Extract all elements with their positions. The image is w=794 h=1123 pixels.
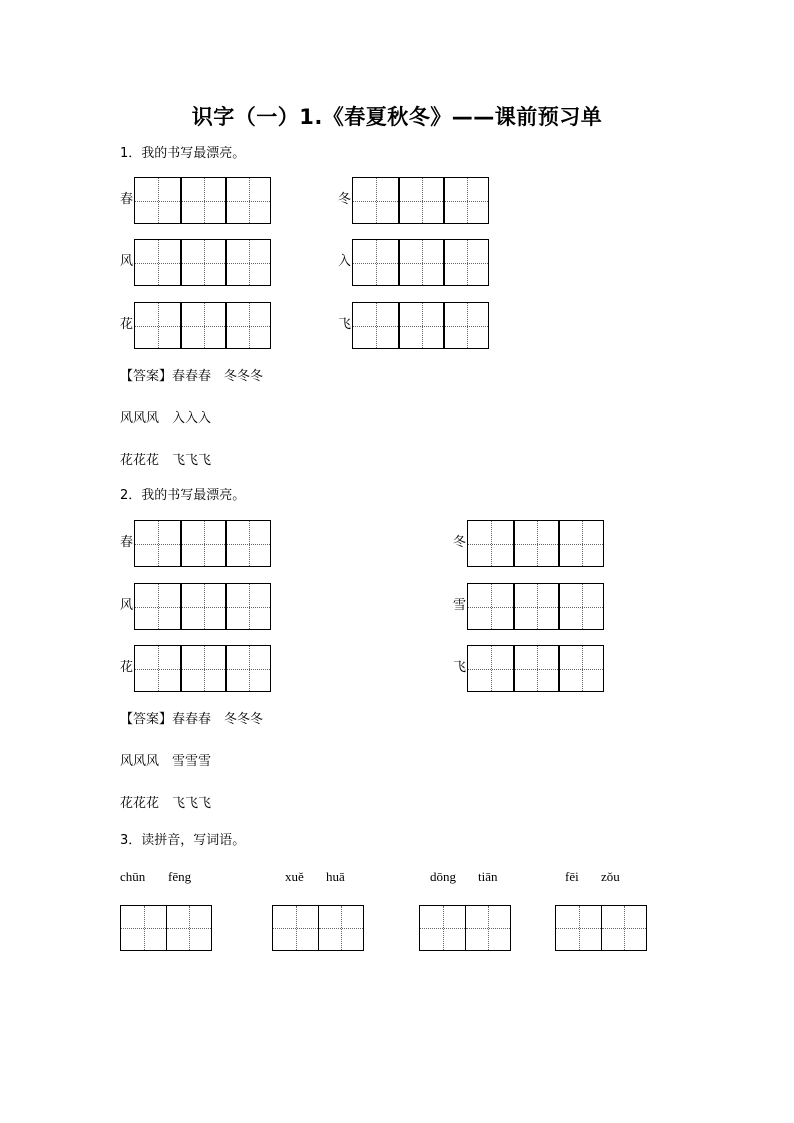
- q2-label: 2．我的书写最漂亮。: [120, 488, 246, 503]
- q3-pinyin-3a: dōng: [430, 869, 456, 884]
- q1-answer-line-3: 花花花 飞飞飞: [120, 453, 212, 468]
- q1-writing-grid-2[interactable]: [352, 177, 489, 224]
- q3-writing-grid-4[interactable]: [555, 905, 647, 951]
- q3-pinyin-4a: fēi: [565, 869, 579, 884]
- q1-writing-grid-3[interactable]: [134, 239, 271, 286]
- q2-writing-grid-5[interactable]: [134, 645, 271, 692]
- q2-answer-line-3: 花花花 飞飞飞: [120, 796, 212, 811]
- q3-writing-grid-2[interactable]: [272, 905, 364, 951]
- q3-pinyin-4b: zǒu: [601, 869, 620, 884]
- q2-char-4: 雪: [453, 598, 467, 613]
- page-title: 识字（一）1.《春夏秋冬》——课前预习单: [191, 105, 603, 129]
- q1-answer-line-2: 风风风 入入入: [120, 411, 212, 426]
- q2-writing-grid-4[interactable]: [467, 583, 604, 630]
- q3-writing-grid-3[interactable]: [419, 905, 511, 951]
- q2-writing-grid-2[interactable]: [467, 520, 604, 567]
- q3-pinyin-2b: huā: [326, 869, 345, 884]
- q1-char-1: 春: [120, 192, 134, 207]
- q3-label: 3．读拼音，写词语。: [120, 833, 246, 848]
- q2-char-6: 飞: [453, 660, 467, 675]
- q2-char-1: 春: [120, 535, 134, 550]
- q2-answer-line-1: 【答案】春春春 冬冬冬: [120, 712, 264, 727]
- q2-char-5: 花: [120, 660, 134, 675]
- q1-answer-line-1: 【答案】春春春 冬冬冬: [120, 369, 264, 384]
- q2-writing-grid-6[interactable]: [467, 645, 604, 692]
- q3-pinyin-1a: chūn: [120, 869, 146, 884]
- q1-writing-grid-4[interactable]: [352, 239, 489, 286]
- q2-char-3: 风: [120, 598, 134, 613]
- q3-pinyin-3b: tiān: [478, 869, 498, 884]
- q1-writing-grid-6[interactable]: [352, 302, 489, 349]
- q1-char-3: 风: [120, 254, 134, 269]
- q2-writing-grid-3[interactable]: [134, 583, 271, 630]
- q2-answer-line-2: 风风风 雪雪雪: [120, 754, 212, 769]
- q1-writing-grid-1[interactable]: [134, 177, 271, 224]
- q3-writing-grid-1[interactable]: [120, 905, 212, 951]
- q1-char-6: 飞: [338, 317, 352, 332]
- q2-writing-grid-1[interactable]: [134, 520, 271, 567]
- q2-char-2: 冬: [453, 535, 467, 550]
- q1-char-5: 花: [120, 317, 134, 332]
- q3-pinyin-2a: xuě: [285, 869, 304, 884]
- q1-label: 1．我的书写最漂亮。: [120, 146, 246, 161]
- q1-char-2: 冬: [338, 192, 352, 207]
- q1-char-4: 入: [338, 254, 352, 269]
- q3-pinyin-1b: fēng: [168, 869, 192, 884]
- q1-writing-grid-5[interactable]: [134, 302, 271, 349]
